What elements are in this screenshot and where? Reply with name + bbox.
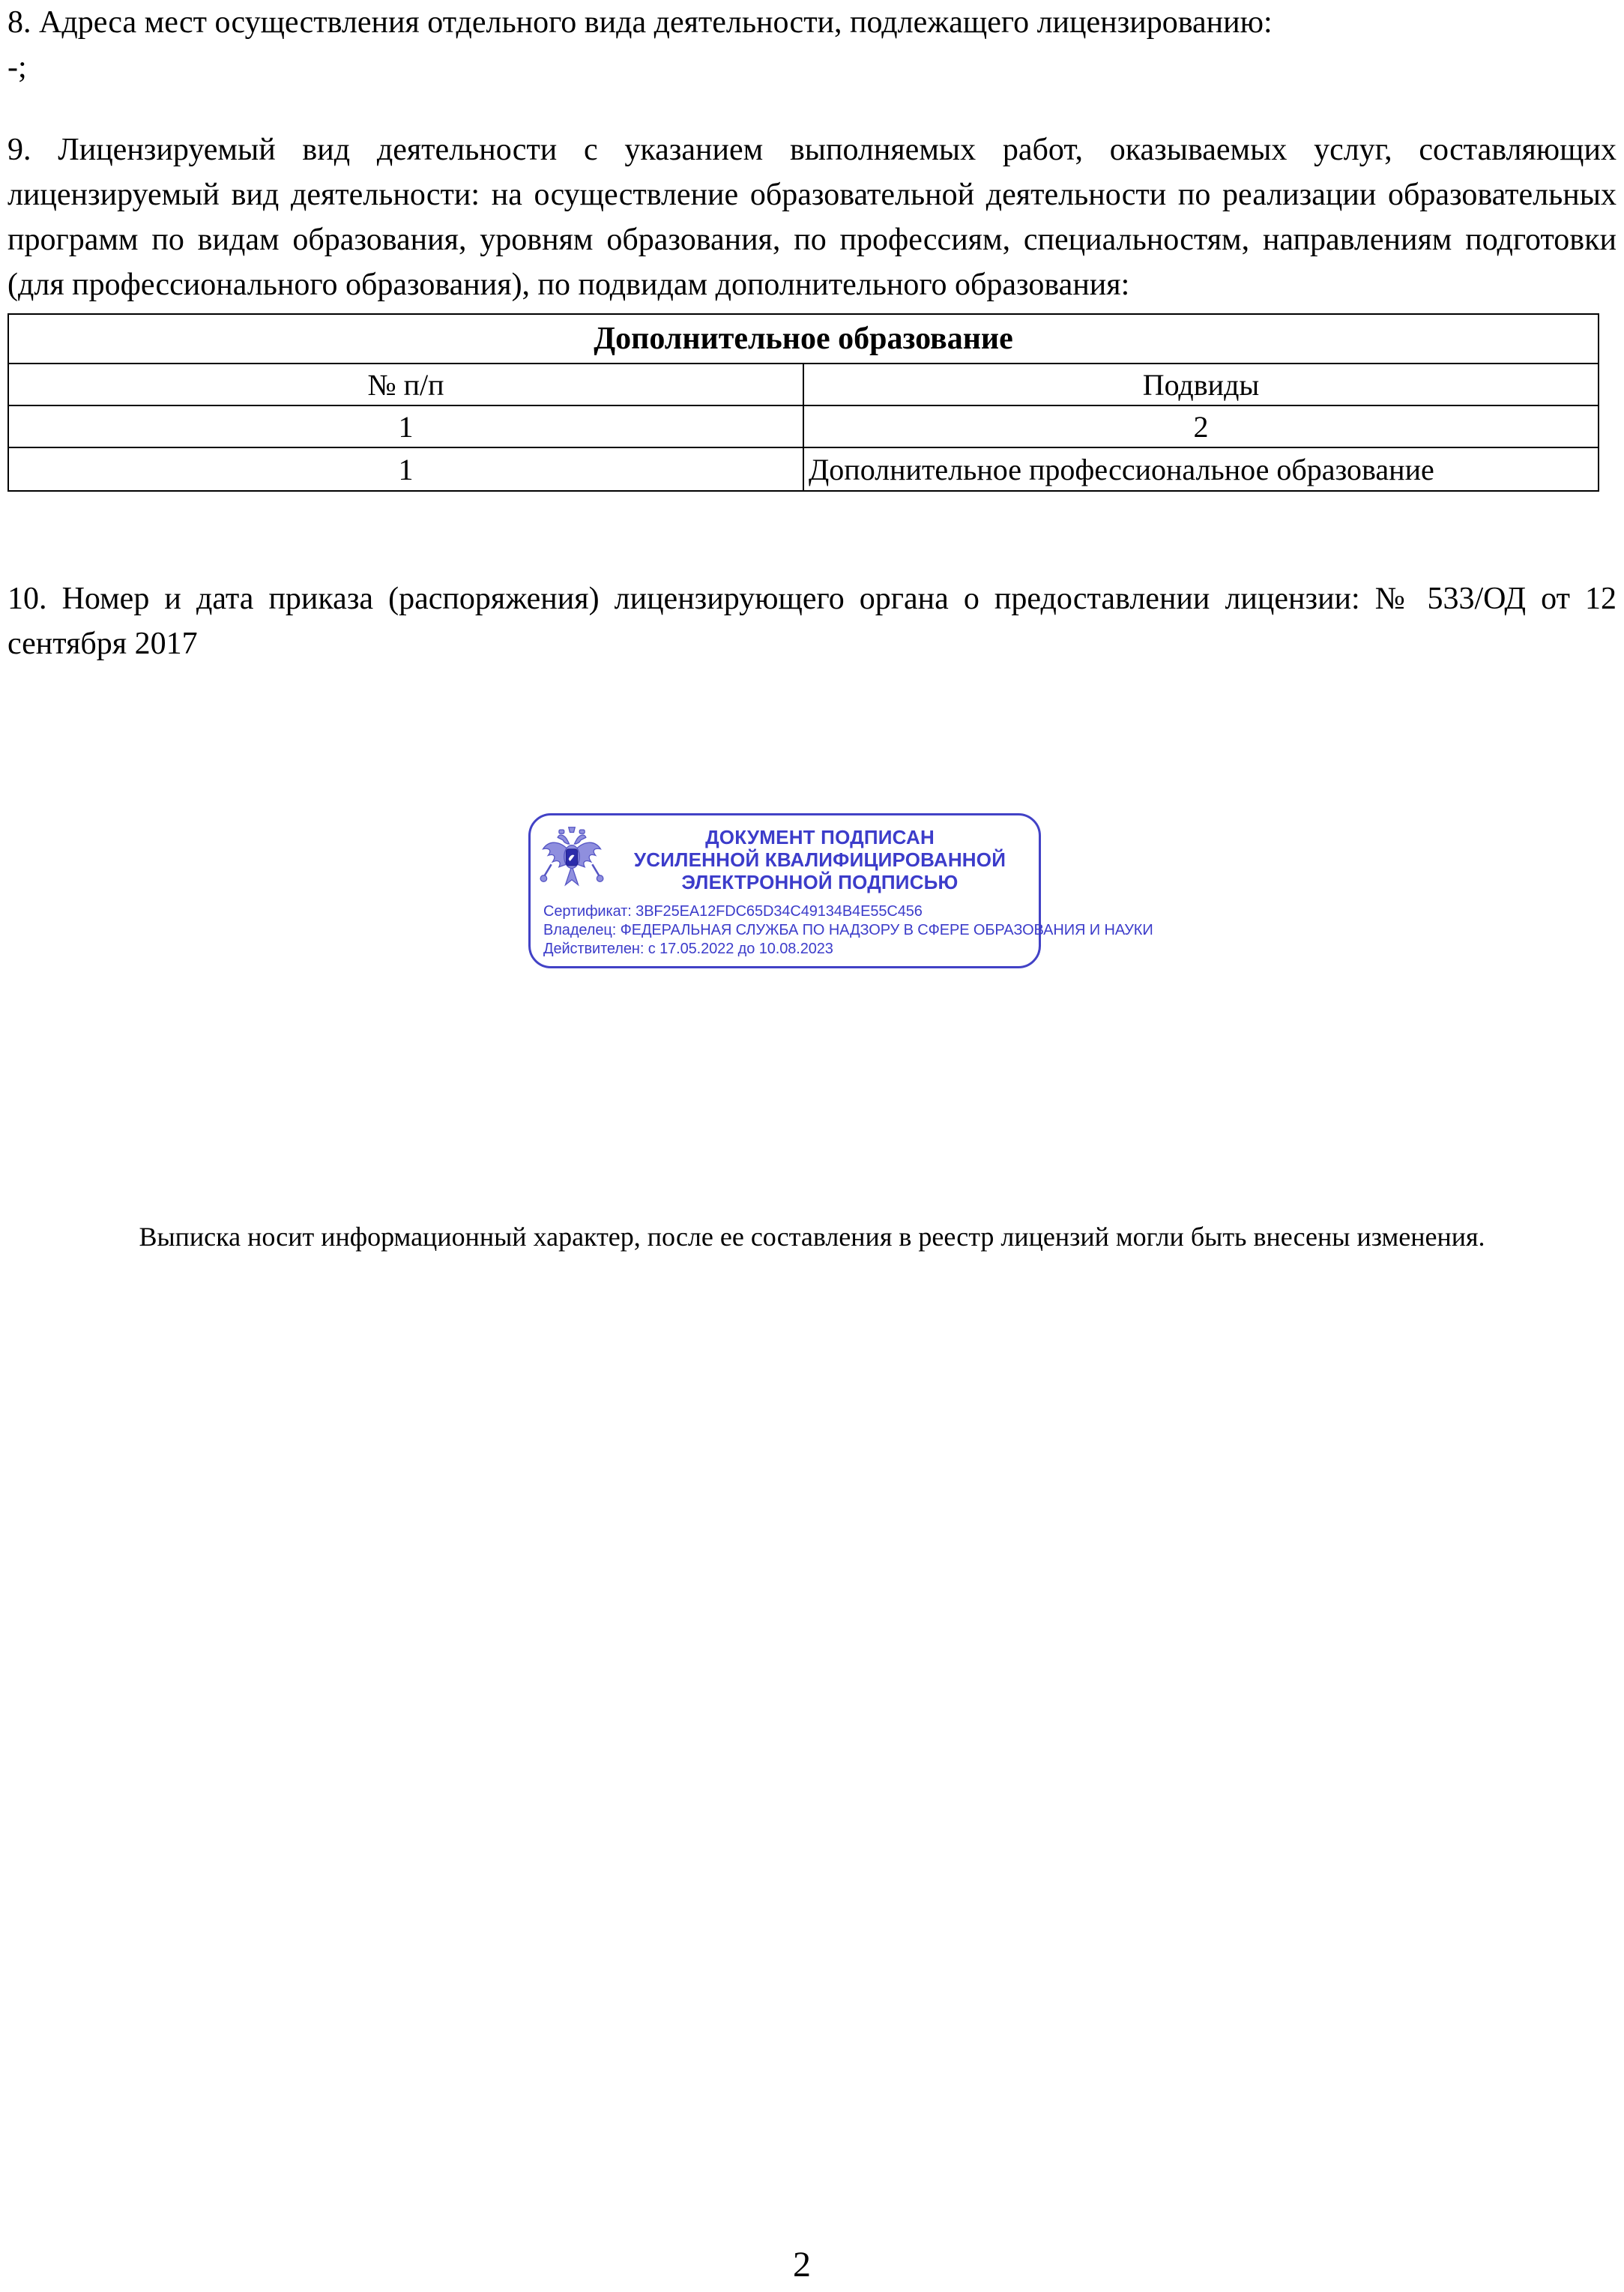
column-number-2: 2 xyxy=(803,405,1599,447)
stamp-validity-line xyxy=(543,940,1033,959)
validity-value: с 17.05.2022 до 10.08.2023 xyxy=(648,941,833,957)
row-index-cell: 1 xyxy=(8,447,803,491)
stamp-title-line-1: ДОКУМЕНТ ПОДПИСАН xyxy=(705,826,935,848)
digital-signature-stamp xyxy=(528,813,1153,968)
table-header-row xyxy=(8,364,1599,405)
russian-coat-of-arms-icon xyxy=(540,826,604,896)
certificate-value: 3BF25EA12FDC65D34C49134B4E55C456 xyxy=(636,903,923,920)
row-subtype-cell: Дополнительное профессиональное образование xyxy=(803,447,1599,491)
column-number-1: 1 xyxy=(8,405,803,447)
table-title: Дополнительное образование xyxy=(8,314,1599,364)
additional-education-table xyxy=(7,313,1599,492)
paragraph-9: 9. Лицензируемый вид деятельности с указанием выполняемых работ, оказываемых услуг, составляющих лицензируемый вид деятельности: на осуществление образовательной деятельности по реализации образовательных программ по видам образования, уровням образования, по профессиям, специальностям, направлениям подготовки (для профессионального образования), по подвидам дополнительного образования: xyxy=(7,133,1617,302)
paragraph-8-empty-value: -; xyxy=(7,50,27,85)
owner-value: ФЕДЕРАЛЬНАЯ СЛУЖБА ПО НАДЗОРУ В СФЕРЕ ОБРАЗОВАНИЯ И НАУКИ xyxy=(620,922,1153,938)
column-header-number: № п/п xyxy=(8,364,803,405)
stamp-title-line-3: ЭЛЕКТРОННОЙ ПОДПИСЬЮ xyxy=(681,871,959,893)
owner-label: Владелец: xyxy=(543,922,617,938)
table-row xyxy=(8,447,1599,491)
table-title-row xyxy=(8,314,1599,364)
page-number: 2 xyxy=(793,2245,811,2285)
table-column-numbers-row xyxy=(8,405,1599,447)
disclaimer-note: Выписка носит информационный характер, после ее составления в реестр лицензий могли быть внесены изменения. xyxy=(139,1222,1485,1252)
paragraph-8: 8. Адреса мест осуществления отдельного вида деятельности, подлежащего лицензированию: xyxy=(7,5,1273,40)
column-header-subtypes: Подвиды xyxy=(803,364,1599,405)
stamp-title xyxy=(606,826,1034,893)
stamp-certificate-line xyxy=(543,902,1033,921)
paragraph-10: 10. Номер и дата приказа (распоряжения) лицензирующего органа о предоставлении лицензии: № 533/ОД от 12 сентября 2017 xyxy=(7,582,1617,661)
certificate-label: Сертификат: xyxy=(543,903,632,920)
stamp-title-line-2: УСИЛЕННОЙ КВАЛИФИЦИРОВАННОЙ xyxy=(633,848,1006,871)
validity-label: Действителен: xyxy=(543,941,645,957)
stamp-details xyxy=(543,902,1153,959)
stamp-owner-line xyxy=(543,921,1153,940)
